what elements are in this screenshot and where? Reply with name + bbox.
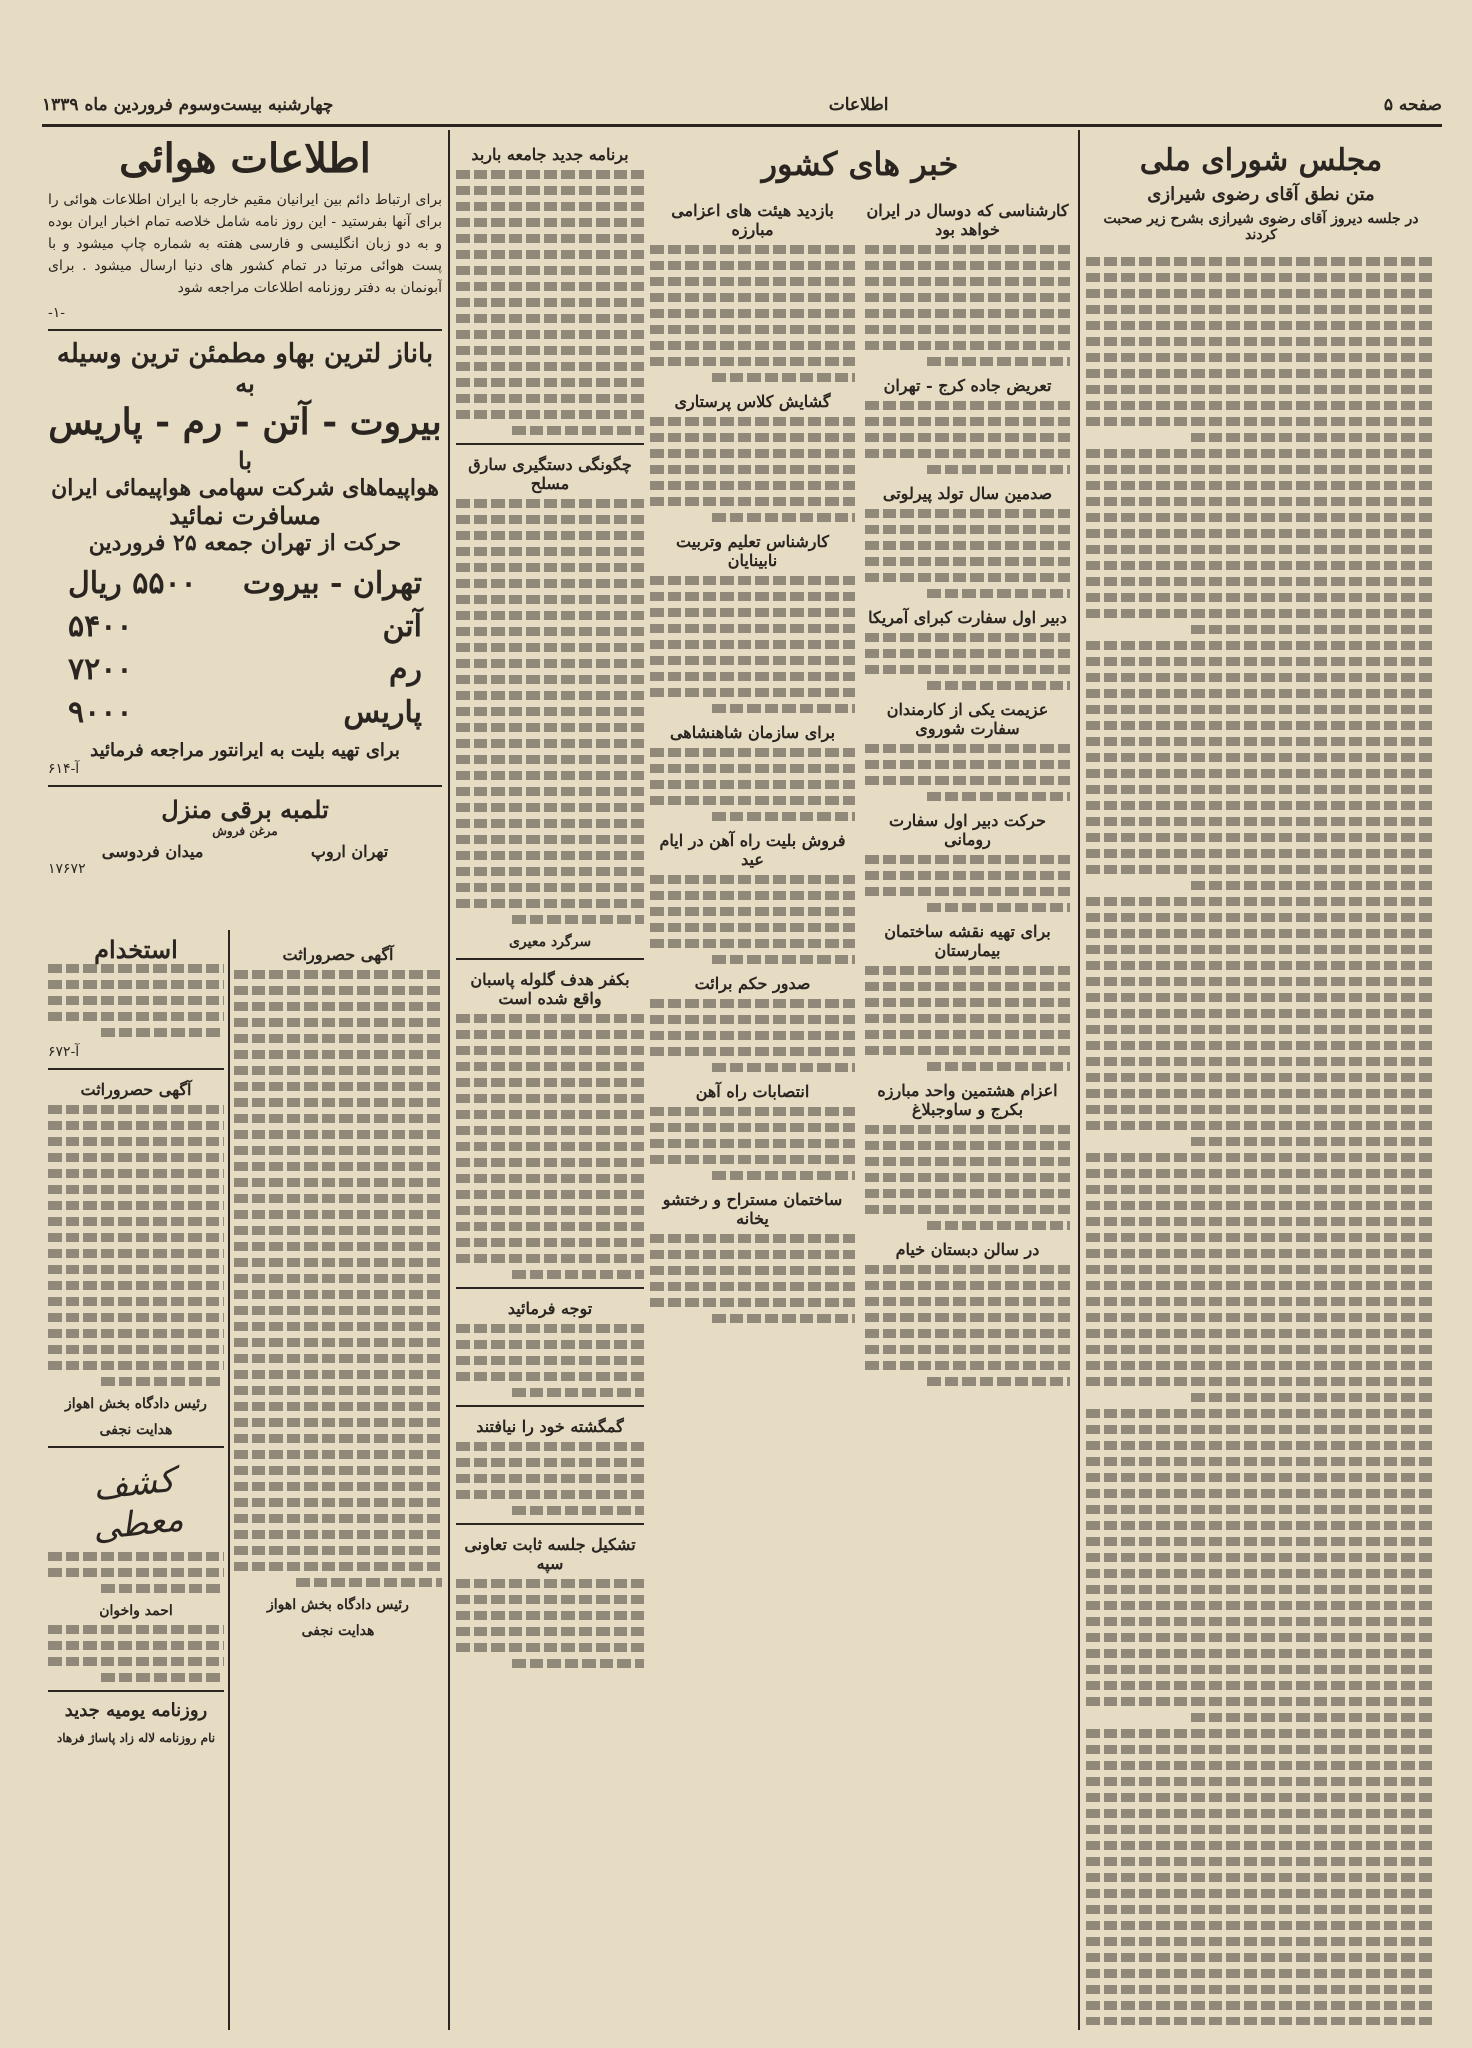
air-news-text: برای ارتباط دائم بین ایرانیان مقیم خارجه با ایران اطلاعات هوائی را برای آنها بفرستید - این روز نامه شامل خلاصه تمام اخبار ایران بوده و به دو زبان انگلیسی و فارسی هفته به شماره چاپ میشود و با پست هوائی مرتبا در تمام کشور های دنیا ارسال میشود . برای آبونمان به دفتر روزنامه اطلاعات مراجعه شود xyxy=(48,192,442,296)
news-headline: صدور حکم برائت xyxy=(694,974,811,993)
news-headline: انتصابات راه آهن xyxy=(695,1082,810,1101)
page-header xyxy=(42,90,1442,120)
airline-ad-code: آ-۶۱۴ xyxy=(48,761,80,777)
page-number: صفحه ۵ xyxy=(1383,95,1442,115)
news-headline: برای سازمان شاهنشاهی xyxy=(669,723,836,742)
classifieds-column xyxy=(48,935,224,2025)
auction-title: آگهی حصروراثت xyxy=(282,945,394,964)
news-headline: برای تهیه نقشه ساختمان بیمارستان xyxy=(884,922,1051,960)
court-name: هدایت نجفی xyxy=(301,1623,375,1639)
airline-ad-ticket: برای تهیه بلیت به ایرانتور مراجعه فرمائید xyxy=(90,740,400,761)
airline-ad-line1: باناز لترین بهاو مطمئن ترین وسیله xyxy=(56,339,434,369)
airline-ad-line4: با xyxy=(238,446,252,475)
auction-title: آگهی حصروراثت xyxy=(80,1080,192,1099)
article-signoff: سرگرد معیری xyxy=(508,934,592,950)
news-headline: حرکت دبیر اول سفارت رومانی xyxy=(889,811,1046,849)
column-divider xyxy=(1078,130,1080,2030)
court-title: رئیس دادگاه بخش اهواز xyxy=(65,1396,207,1412)
article-headline: چگونگی دستگیری سارق مسلح xyxy=(468,455,632,493)
news-headline: صدمین سال تولد پیرلوتی xyxy=(882,484,1053,503)
pump-ad xyxy=(48,795,442,877)
airline-ad-destinations: بیروت - آتن - رم - پاریس xyxy=(48,401,442,443)
route-row: تهران - بیروت ۵۵۰۰ ریال xyxy=(68,566,422,601)
majlis-column xyxy=(1086,135,1436,2025)
column-divider xyxy=(228,930,230,2030)
article-headline: تشکیل جلسه ثابت تعاونی سپه xyxy=(464,1535,636,1573)
news-headline: عزیمت یکی از کارمندان سفارت شوروی xyxy=(886,700,1049,738)
daily-title: روزنامه یومیه جدید xyxy=(64,1700,208,1721)
news-headline: تعریض جاده کرج - تهران xyxy=(883,376,1052,395)
route-row: رم ۷۲۰۰ xyxy=(68,652,422,687)
header-rule xyxy=(42,124,1442,127)
news-headline: کارشناس تعلیم وتربیت نابینایان xyxy=(676,532,829,570)
national-news-column xyxy=(650,135,1070,2025)
news-headline: بازدید هیئت های اعزامی مبارزه xyxy=(671,201,834,239)
article-headline: بکفر هدف گلوله پاسبان واقع شده است xyxy=(470,970,630,1008)
airline-ad xyxy=(48,339,442,777)
news-headline: دبیر اول سفارت کبرای آمریکا xyxy=(868,608,1067,627)
signature-line: احمد واخوان xyxy=(99,1603,173,1619)
auction-column xyxy=(234,935,442,2025)
ads-column xyxy=(48,135,442,925)
pump-ad-sub: مرغن فروش xyxy=(212,824,278,838)
pump-ad-shop: میدان فردوسی xyxy=(101,842,204,861)
route-row: پاریس ۹۰۰۰ xyxy=(68,695,422,730)
news-headline: در سالن دبستان خیام xyxy=(895,1240,1040,1259)
majlis-body xyxy=(1086,257,1436,2025)
airline-ad-company: هواپیماهای شرکت سهامی هواپیمائی ایران xyxy=(51,475,439,501)
air-news-title: اطلاعات هوائی xyxy=(119,135,371,182)
paper-name: اطلاعات xyxy=(828,95,889,115)
article-headline: برنامه جدید جامعه باربد xyxy=(471,145,629,164)
article-headline: گمگشته خود را نیافتند xyxy=(476,1417,624,1436)
majlis-subtitle: متن نطق آقای رضوی شیرازی xyxy=(1147,184,1375,205)
article-headline: توجه فرمائید xyxy=(507,1299,593,1318)
hiring-code: آ-۶۷۲ xyxy=(48,1044,80,1060)
air-news-code: -۱- xyxy=(48,305,65,321)
hiring-title: استخدام xyxy=(94,935,178,964)
pump-ad-title: تلمبه برقی منزل xyxy=(161,795,329,824)
middle-column xyxy=(456,135,644,2025)
news-headline: گشایش کلاس پرستاری xyxy=(674,392,831,411)
news-subcol-left xyxy=(650,191,855,1393)
column-divider xyxy=(448,130,450,2030)
news-headline: کارشناسی که دوسال در ایران خواهد بود xyxy=(866,201,1069,239)
court-title: رئیس دادگاه بخش اهواز xyxy=(267,1597,409,1613)
national-news-title: خبر های کشور xyxy=(761,145,959,183)
news-headline: اعزام هشتمین واحد مبارزه بکرج و ساوجبلاغ xyxy=(877,1081,1058,1119)
news-subcol-right xyxy=(865,191,1070,1393)
signature-logo: کشف معطی xyxy=(90,1459,186,1549)
news-headline: ساختمان مستراح و رختشو یخانه xyxy=(662,1190,843,1228)
issue-date: چهارشنبه بیست‌وسوم فروردین ماه ۱۳۳۹ xyxy=(42,95,334,115)
news-headline: فروش بلیت راه آهن در ایام عید xyxy=(659,831,846,869)
pump-ad-shop: تهران اروپ xyxy=(310,842,389,861)
majlis-lead: در جلسه دیروز آقای رضوی شیرازی بشرح زیر صحبت کردند xyxy=(1103,211,1419,243)
pump-ad-phone: ۱۷۶۷۲ xyxy=(48,861,86,877)
majlis-title: مجلس شورای ملی xyxy=(1139,143,1383,178)
airline-ad-line6: مسافرت نمائید xyxy=(169,501,321,530)
airline-ad-departure: حرکت از تهران جمعه ۲۵ فروردین xyxy=(88,530,402,556)
daily-note: نام روزنامه لاله زاد پاساژ فرهاد xyxy=(56,1731,216,1745)
airline-ad-line2: به xyxy=(235,369,255,398)
route-row: آتن ۵۴۰۰ xyxy=(68,609,422,644)
court-name: هدایت نجفی xyxy=(99,1422,173,1438)
